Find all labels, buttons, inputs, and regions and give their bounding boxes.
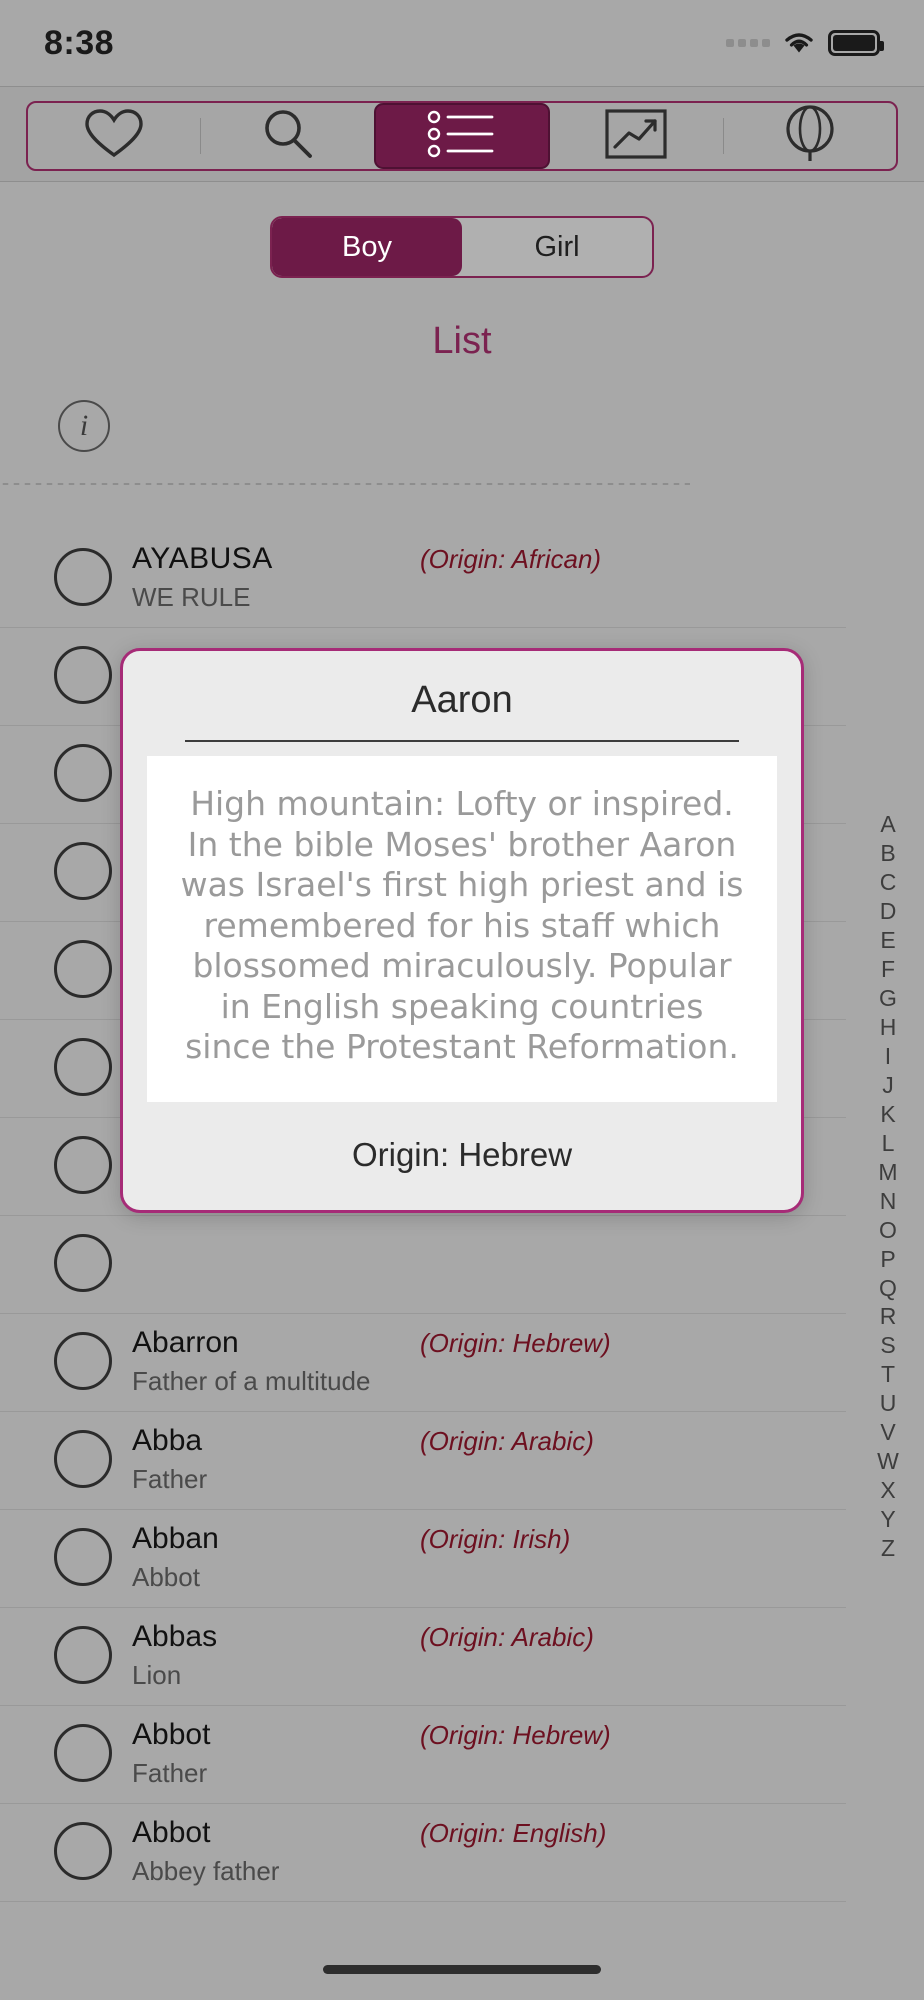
- alpha-letter[interactable]: K: [880, 1100, 896, 1127]
- select-bullet[interactable]: [54, 1822, 112, 1880]
- list-item[interactable]: [0, 1412, 846, 1510]
- name-label: Abbot: [132, 1816, 211, 1849]
- alphabet-index[interactable]: [870, 810, 906, 1563]
- meaning-label: Lion: [132, 1660, 182, 1690]
- meaning-label: Father: [132, 1758, 208, 1788]
- wifi-icon: [782, 30, 816, 56]
- alpha-letter[interactable]: L: [881, 1129, 895, 1156]
- select-bullet[interactable]: [54, 1724, 112, 1782]
- home-indicator[interactable]: [323, 1965, 601, 1974]
- magnifier-icon: [260, 106, 316, 167]
- dialog-origin: Origin: Hebrew: [351, 1136, 573, 1174]
- select-bullet[interactable]: [54, 1332, 112, 1390]
- alpha-letter[interactable]: M: [878, 1158, 898, 1185]
- info-icon[interactable]: i: [58, 400, 110, 452]
- alpha-letter[interactable]: C: [879, 868, 897, 895]
- alpha-letter[interactable]: D: [879, 897, 897, 924]
- toolbar-item-favorites[interactable]: [28, 103, 200, 169]
- origin-label: (Origin: Irish): [420, 1524, 571, 1554]
- select-bullet[interactable]: [54, 1430, 112, 1488]
- origin-label: (Origin: English): [420, 1818, 607, 1848]
- origin-label: (Origin: Hebrew): [420, 1720, 611, 1750]
- dialog-divider: [185, 740, 739, 742]
- select-bullet[interactable]: [54, 1038, 112, 1096]
- alpha-letter[interactable]: H: [879, 1013, 897, 1040]
- list-item[interactable]: [0, 1510, 846, 1608]
- select-bullet[interactable]: [54, 1234, 112, 1292]
- alpha-letter[interactable]: O: [879, 1216, 897, 1243]
- segment-boy[interactable]: Boy: [272, 218, 462, 276]
- list-item[interactable]: [0, 530, 846, 628]
- status-bar: [0, 0, 924, 86]
- alpha-letter[interactable]: N: [879, 1187, 897, 1214]
- alpha-letter[interactable]: T: [880, 1361, 896, 1388]
- select-bullet[interactable]: [54, 940, 112, 998]
- toolbar-item-trends[interactable]: [550, 103, 722, 169]
- origin-label: (Origin: African): [420, 544, 602, 574]
- alpha-letter[interactable]: I: [884, 1042, 892, 1069]
- select-bullet[interactable]: [54, 646, 112, 704]
- alpha-letter[interactable]: S: [880, 1332, 896, 1359]
- name-label: Abbot: [132, 1718, 211, 1751]
- meaning-label: Father of a multitude: [132, 1366, 371, 1396]
- list-item[interactable]: [0, 1608, 846, 1706]
- alpha-letter[interactable]: W: [877, 1448, 899, 1475]
- meaning-label: WE RULE: [132, 582, 251, 612]
- alpha-letter[interactable]: X: [880, 1477, 896, 1504]
- dialog-description: High mountain: Lofty or inspired. In the bible Moses' brother Aaron was Israel's first high priest and is remembered for his staff which blossomed miraculously. Popular in English speaking countries since the Protestant Reformation.: [147, 756, 777, 1102]
- battery-full-icon: [828, 30, 880, 56]
- select-bullet[interactable]: [54, 548, 112, 606]
- meaning-label: Father: [132, 1464, 208, 1494]
- alpha-letter[interactable]: Q: [879, 1274, 897, 1301]
- list-item[interactable]: [0, 1314, 846, 1412]
- name-label: Abbas: [132, 1620, 218, 1653]
- list-item[interactable]: [0, 1216, 846, 1314]
- top-toolbar: [0, 86, 924, 182]
- gender-segmented-control[interactable]: [270, 216, 654, 278]
- toolbar-item-search[interactable]: [201, 103, 373, 169]
- list-item[interactable]: [0, 1706, 846, 1804]
- name-label: Abarron: [132, 1326, 239, 1359]
- select-bullet[interactable]: [54, 1528, 112, 1586]
- dialog-title: Aaron: [411, 679, 513, 721]
- dotted-divider: [0, 482, 690, 486]
- alpha-letter[interactable]: J: [882, 1071, 894, 1098]
- meaning-label: Abbot: [132, 1562, 200, 1592]
- select-bullet[interactable]: [54, 1136, 112, 1194]
- alpha-letter[interactable]: Y: [880, 1506, 896, 1533]
- toolbar-item-list[interactable]: [374, 103, 550, 169]
- toolbar-item-globe[interactable]: [724, 103, 896, 169]
- origin-label: (Origin: Arabic): [420, 1426, 594, 1456]
- signal-dots-icon: [726, 39, 770, 47]
- name-detail-dialog: [120, 648, 804, 1213]
- alpha-letter[interactable]: A: [880, 811, 896, 837]
- chart-trend-icon: [605, 109, 667, 164]
- heart-icon: [83, 107, 145, 166]
- alpha-letter[interactable]: E: [880, 926, 896, 953]
- segment-girl[interactable]: Girl: [534, 230, 580, 263]
- status-time: 8:38: [44, 23, 115, 62]
- name-label: Abba: [132, 1424, 203, 1457]
- select-bullet[interactable]: [54, 842, 112, 900]
- select-bullet[interactable]: [54, 744, 112, 802]
- alpha-letter[interactable]: F: [880, 955, 896, 982]
- globe-icon: [782, 103, 838, 170]
- alpha-letter[interactable]: Z: [880, 1535, 896, 1562]
- alpha-letter[interactable]: V: [880, 1419, 896, 1446]
- meaning-label: Abbey father: [132, 1856, 280, 1886]
- bulleted-list-icon: [426, 108, 498, 165]
- alpha-letter[interactable]: U: [879, 1390, 897, 1417]
- name-label: AYABUSA: [132, 542, 273, 575]
- alpha-letter[interactable]: G: [879, 984, 897, 1011]
- status-indicators: [726, 30, 880, 56]
- origin-label: (Origin: Hebrew): [420, 1328, 611, 1358]
- name-label: Abban: [132, 1522, 219, 1555]
- alpha-letter[interactable]: B: [880, 839, 896, 866]
- alpha-letter[interactable]: P: [880, 1245, 896, 1272]
- alpha-letter[interactable]: R: [879, 1303, 897, 1330]
- origin-label: (Origin: Arabic): [420, 1622, 594, 1652]
- select-bullet[interactable]: [54, 1626, 112, 1684]
- page-title: List: [432, 320, 492, 362]
- list-item[interactable]: [0, 1804, 846, 1902]
